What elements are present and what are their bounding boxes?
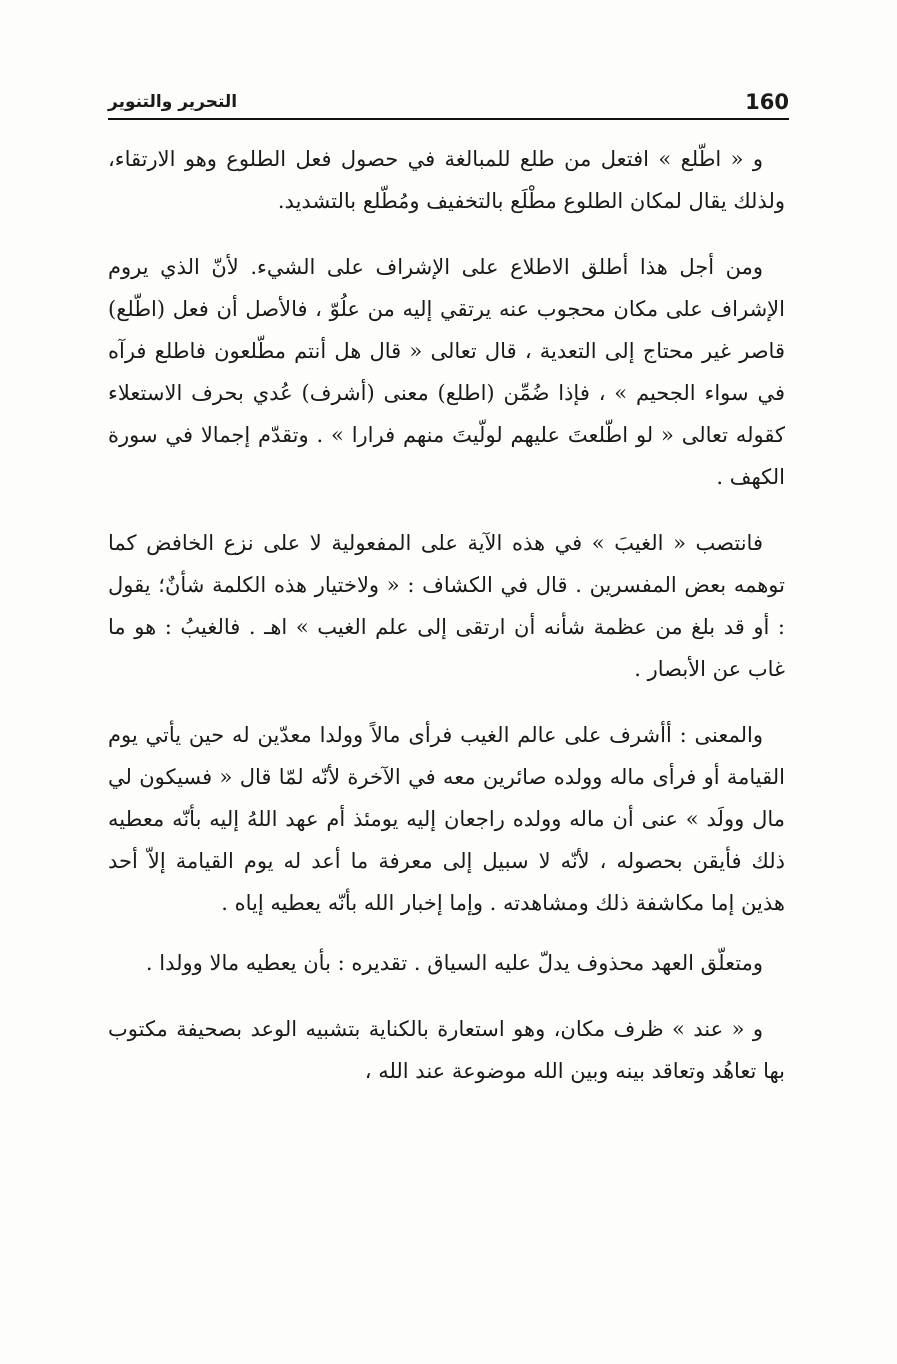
page-number: 160: [745, 90, 789, 114]
running-title: التحرير والتنوير: [108, 92, 238, 112]
paragraph-6: و « عند » ظرف مكان، وهو استعارة بالكناية بتشبيه الوعد بصحيفة مكتوب بها تعاهُد وتعاقد بينه وبين الله موضوعة عند الله ،: [108, 1017, 785, 1083]
paragraph-3: فانتصب « الغيبَ » في هذه الآية على المفعولية لا على نزع الخافض كما توهمه بعض المفسرين . قال في الكشاف : « ولاختيار هذه الكلمة شأنٌ؛ يقول : أو قد بلغ من عظمة شأنه أن ارتقى إلى علم الغيب » اهـ . فالغيبُ : هو ما غاب عن الأبصار .: [108, 531, 785, 681]
paragraph-5: ومتعلّق العهد محذوف يدلّ عليه السياق . تقديره : بأن يعطيه مالا وولدا .: [145, 951, 763, 975]
paragraph-2: ومن أجل هذا أطلق الاطلاع على الإشراف على الشيء. لأنّ الذي يروم الإشراف على مكان محجوب عنه يرتقي إليه من علُوّ ، فالأصل أن فعل (اطّلع) قاصر غير محتاج إلى التعدية ، قال تعالى « قال هل أنتم مطّلعون فاطلع فرآه في سواء الجحيم » ، فإذا ضُمِّن (اطلع) معنى (أشرف) عُدي بحرف الاستعلاء كقوله تعالى « لو اطّلعتَ عليهم لولّيتَ منهم فرارا » . وتقدّم إجمالا في سورة الكهف .: [108, 255, 785, 489]
paragraph-1: و « اطّلع » افتعل من طلع للمبالغة في حصول فعل الطلوع وهو الارتقاء، ولذلك يقال لمكان الطلوع مطْلَع بالتخفيف ومُطّلع بالتشديد.: [108, 147, 785, 213]
page-body: [108, 138, 785, 1116]
page-header: [108, 78, 789, 120]
paragraph-4: والمعنى : أأشرف على عالم الغيب فرأى مالاً وولدا معدّين له حين يأتي يوم القيامة أو فرأى ماله وولده صائرين معه في الآخرة لأنّه لمّا قال « فسيكون لي مال وولَد » عنى أن ماله وولده راجعان إليه يومئذ أم عهد اللهُ إليه بأنّه معطيه ذلك فأيقن بحصوله ، لأنّه لا سبيل إلى معرفة ما أعد له يوم القيامة إلاّ أحد هذين إما مكاشفة ذلك ومشاهدته . وإما إخبار الله بأنّه يعطيه إياه .: [108, 723, 785, 915]
